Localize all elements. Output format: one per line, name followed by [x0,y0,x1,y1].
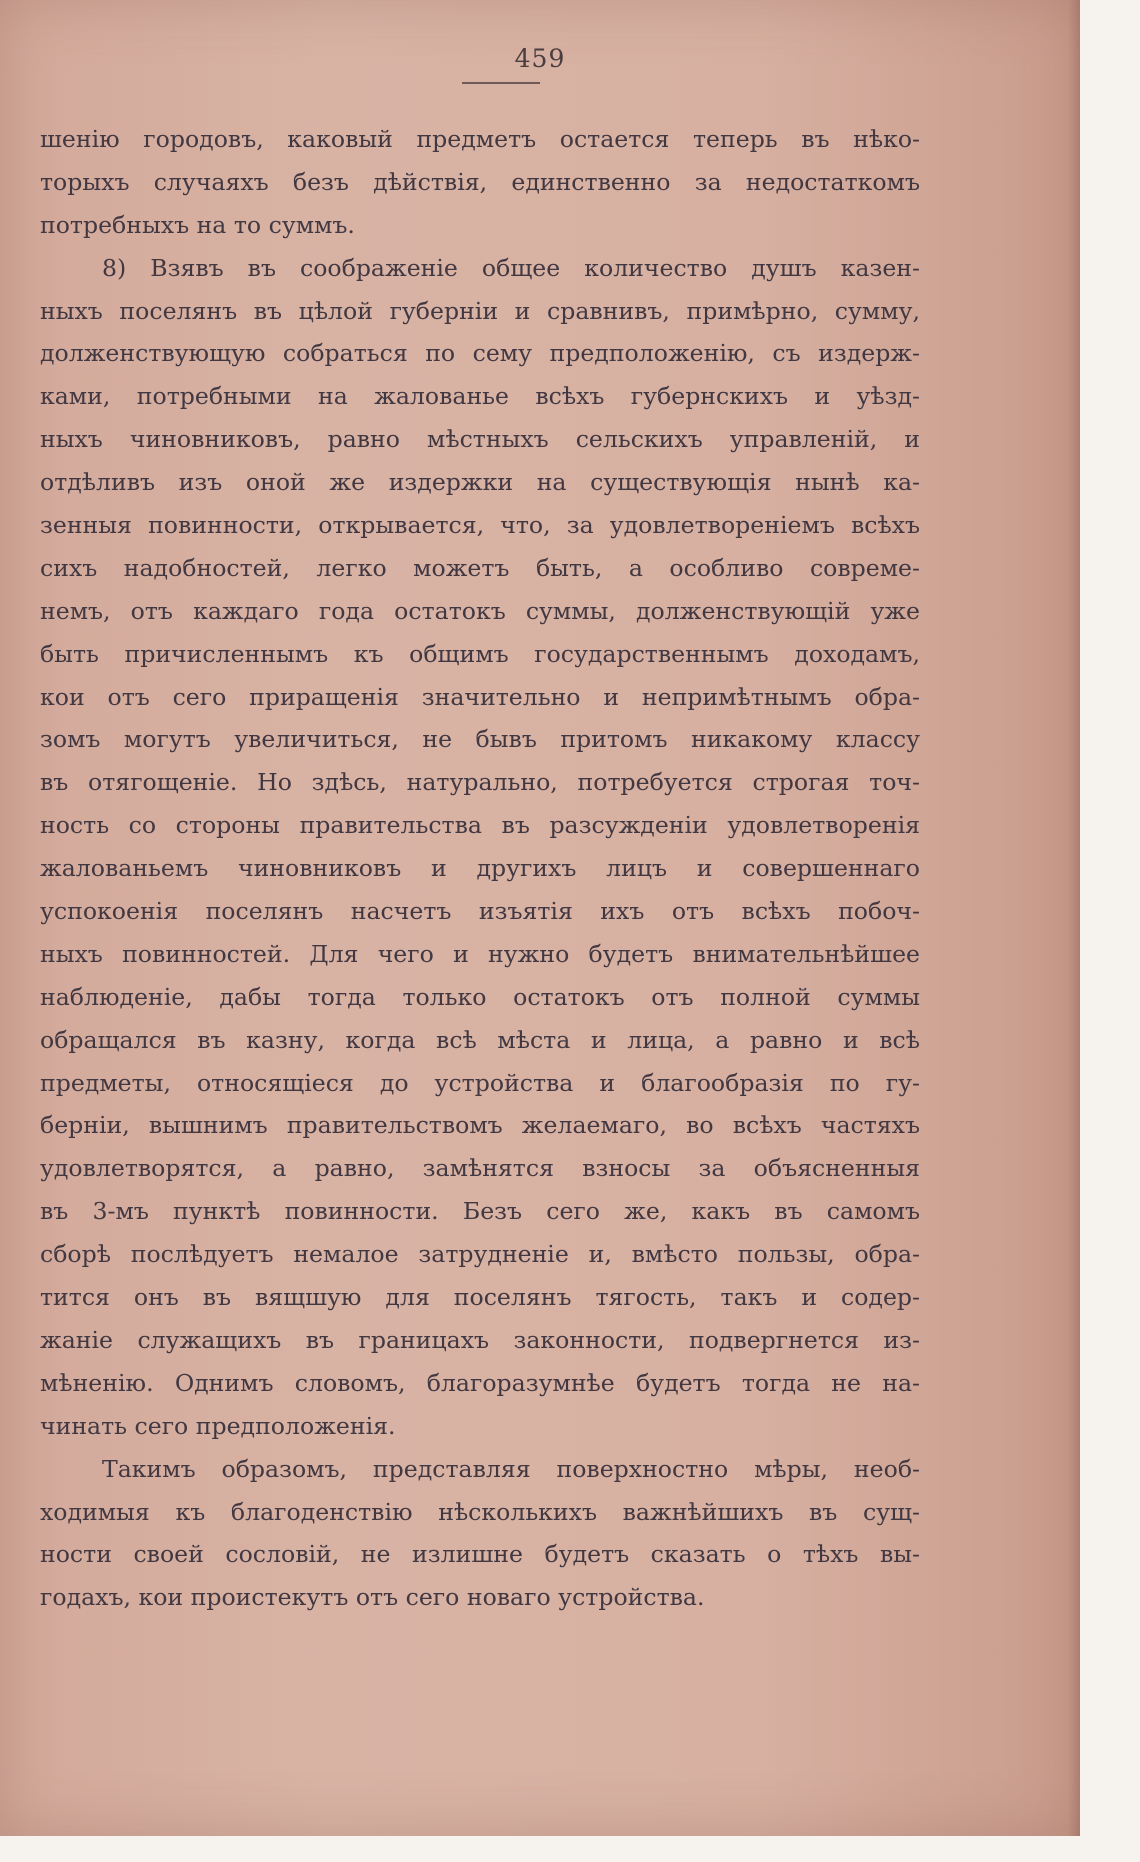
text-line: жаніе служащихъ въ границахъ законности, подвергнется из- [40,1325,920,1354]
paragraph [40,247,920,1448]
text-line: Такимъ образомъ, представляя поверхностно мѣры, необ- [102,1454,920,1483]
text-line: мѣненію. Однимъ словомъ, благоразумнѣе будетъ тогда не на- [40,1368,920,1397]
paragraph [40,118,920,247]
text-line: тится онъ въ вящшую для поселянъ тягость, такъ и содер- [40,1283,920,1312]
text-line: въ отягощеніе. Но здѣсь, натурально, потребуется строгая точ- [40,768,920,797]
text-line: въ 3-мъ пунктѣ повинности. Безъ сего же, какъ въ самомъ [40,1197,920,1226]
text-line: успокоенія поселянъ насчетъ изъятія ихъ отъ всѣхъ побоч- [40,897,920,926]
text-line: предметы, относящіеся до устройства и благообразія по гу- [40,1068,920,1097]
text-line: ками, потребными на жалованье всѣхъ губернскихъ и уѣзд- [40,382,920,411]
text-line: ности своей сословій, не излишне будетъ сказать о тѣхъ вы- [40,1540,920,1569]
text-line: чинать сего предположенія. [40,1411,396,1440]
text-line: потребныхъ на то суммъ. [40,210,355,239]
text-line: удовлетворятся, а равно, замѣнятся взносы за объясненныя [40,1154,920,1183]
text-line: ность со стороны правительства въ разсужденіи удовлетворенія [40,811,920,840]
text-line: зомъ могутъ увеличиться, не бывъ притомъ никакому классу [40,725,920,754]
text-line: сихъ надобностей, легко можетъ быть, а особливо совреме- [40,553,920,582]
text-line: берніи, вышнимъ правительствомъ желаемаго, во всѣхъ частяхъ [40,1111,920,1140]
text-line: годахъ, кои проистекутъ отъ сего новаго устройства. [40,1583,705,1612]
page-number-rule [462,82,540,84]
text-line: обращался въ казну, когда всѣ мѣста и лица, а равно и всѣ [40,1025,920,1054]
text-line: шенію городовъ, каковый предметъ остается теперь въ нѣко- [40,125,920,153]
page-edge-shadow [1068,0,1080,1836]
text-line: ныхъ повинностей. Для чего и нужно будетъ внимательнѣйшее [40,939,920,968]
text-line: сборѣ послѣдуетъ немалое затрудненіе и, вмѣсто пользы, обра- [40,1240,920,1269]
text-line: жалованьемъ чиновниковъ и другихъ лицъ и совершеннаго [40,854,920,883]
body-text [40,118,920,1619]
text-line: торыхъ случаяхъ безъ дѣйствія, единственно за недостаткомъ [40,167,920,196]
text-line: ходимыя къ благоденствію нѣсколькихъ важнѣйшихъ въ сущ- [40,1497,920,1526]
text-line: отдѣливъ изъ оной же издержки на существующія нынѣ ка- [40,468,920,497]
text-line: зенныя повинности, открывается, что, за удовлетвореніемъ всѣхъ [40,511,920,540]
text-line: ныхъ чиновниковъ, равно мѣстныхъ сельскихъ управленій, и [40,425,920,454]
page-number: 459 [514,44,566,73]
text-line: долженствующую собраться по сему предположенію, съ издерж- [40,339,920,368]
text-line: ныхъ поселянъ въ цѣлой губерніи и сравнивъ, примѣрно, сумму, [40,296,920,325]
text-line: кои отъ сего приращенія значительно и непримѣтнымъ обра- [40,682,920,711]
text-line: 8) Взявъ въ соображеніе общее количество душъ казен- [102,253,920,282]
text-line: наблюденіе, дабы тогда только остатокъ отъ полной суммы [40,982,920,1011]
text-line: быть причисленнымъ къ общимъ государственнымъ доходамъ, [40,639,920,668]
text-line: немъ, отъ каждаго года остатокъ суммы, долженствующій уже [40,596,920,625]
paragraph [40,1448,920,1620]
